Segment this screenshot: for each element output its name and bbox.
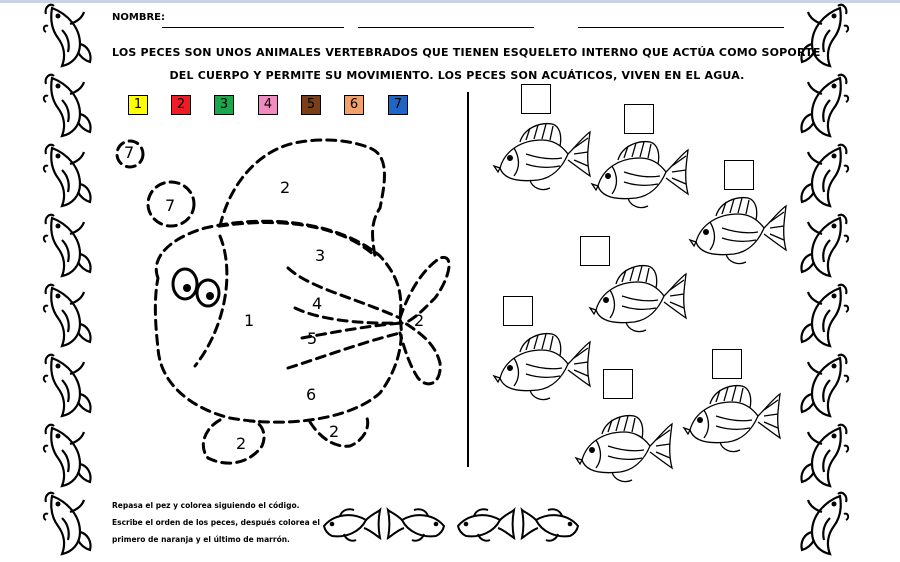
top-fin-outline [220, 140, 384, 256]
bottom-fin-left-outline [203, 420, 264, 463]
fish-border-icon [796, 210, 852, 284]
fish-border-icon [40, 280, 96, 354]
instruction-line-3: primero de naranja y el último de marrón. [112, 535, 290, 544]
fish-border-icon [796, 140, 852, 214]
order-box[interactable] [712, 349, 742, 379]
instruction-line-2: Escribe el orden de los peces, después colorea el [112, 518, 320, 527]
fish-drawing-icon[interactable] [686, 192, 792, 272]
fish-drawing-icon[interactable] [586, 260, 692, 340]
fish-border-icon [796, 350, 852, 424]
intro-line-1: LOS PECES SON UNOS ANIMALES VERTEBRADOS QUE TIENEN ESQUELETO INTERNO QUE ACTÚA COMO SOPORTE [112, 46, 821, 59]
stripe-4-number: 4 [312, 294, 323, 313]
color-swatch-5: 5 [301, 95, 321, 115]
tail-outline [400, 257, 449, 384]
fish-drawing-icon[interactable] [490, 328, 596, 408]
fish-drawing-icon[interactable] [572, 410, 678, 490]
fish-border-icon [40, 210, 96, 284]
fish-border-icon [796, 488, 852, 562]
fish-drawing-icon[interactable] [588, 136, 694, 216]
eye-icon [173, 269, 219, 306]
upper-stripe-number: 3 [315, 246, 326, 265]
name-line-3 [578, 27, 784, 28]
intro-text [112, 41, 821, 87]
fish-border-icon [40, 140, 96, 214]
color-swatch-6: 6 [344, 95, 364, 115]
order-box[interactable] [724, 160, 754, 190]
color-swatch-4: 4 [258, 95, 278, 115]
color-swatch-3: 3 [214, 95, 234, 115]
fish-border-icon [796, 420, 852, 494]
fish-border-icon [386, 504, 450, 546]
instruction-line-1: Repasa el pez y colorea siguiendo el código. [112, 501, 300, 510]
fish-border-icon [318, 504, 382, 546]
fish-border-icon [40, 0, 96, 74]
tail-number: 2 [414, 311, 425, 330]
fish-border-icon [40, 70, 96, 144]
order-box[interactable] [624, 104, 654, 134]
color-swatch-7: 7 [388, 95, 408, 115]
fish-border-icon [40, 350, 96, 424]
order-box[interactable] [603, 369, 633, 399]
bubble-small-number: 7 [124, 143, 135, 162]
top-rule [0, 0, 900, 3]
color-swatch-2: 2 [171, 95, 191, 115]
order-box[interactable] [521, 84, 551, 114]
fish-border-icon [452, 504, 516, 546]
top-fin-number: 2 [280, 178, 291, 197]
lower-stripe-number: 6 [306, 385, 317, 404]
fish-border-icon [520, 504, 584, 546]
name-line-1 [162, 27, 344, 28]
name-label: NOMBRE: [112, 12, 165, 23]
fish-border-icon [796, 280, 852, 354]
fish-border-icon [40, 420, 96, 494]
left-fish-border [40, 0, 96, 558]
fish-border-icon [796, 0, 852, 74]
right-fish-border [796, 0, 852, 558]
bubble-big-number: 7 [165, 196, 176, 215]
bottom-fin-right-number: 2 [329, 422, 340, 441]
fish-drawing-icon[interactable] [680, 380, 786, 460]
order-box[interactable] [503, 296, 533, 326]
name-line-2 [358, 27, 534, 28]
column-divider [467, 92, 469, 467]
fish-border-icon [796, 70, 852, 144]
body-outline [155, 221, 401, 422]
color-swatch-1: 1 [128, 95, 148, 115]
fish-drawing-icon[interactable] [490, 118, 596, 198]
body-number: 1 [244, 311, 255, 330]
bottom-fin-left-number: 2 [236, 434, 247, 453]
stripe-5-number: 5 [307, 329, 318, 348]
fish-border-icon [40, 488, 96, 562]
stripe-line-1 [288, 268, 400, 318]
intro-line-2: DEL CUERPO Y PERMITE SU MOVIMIENTO. LOS PECES SON ACUÁTICOS, VIVEN EN EL AGUA. [169, 69, 745, 82]
